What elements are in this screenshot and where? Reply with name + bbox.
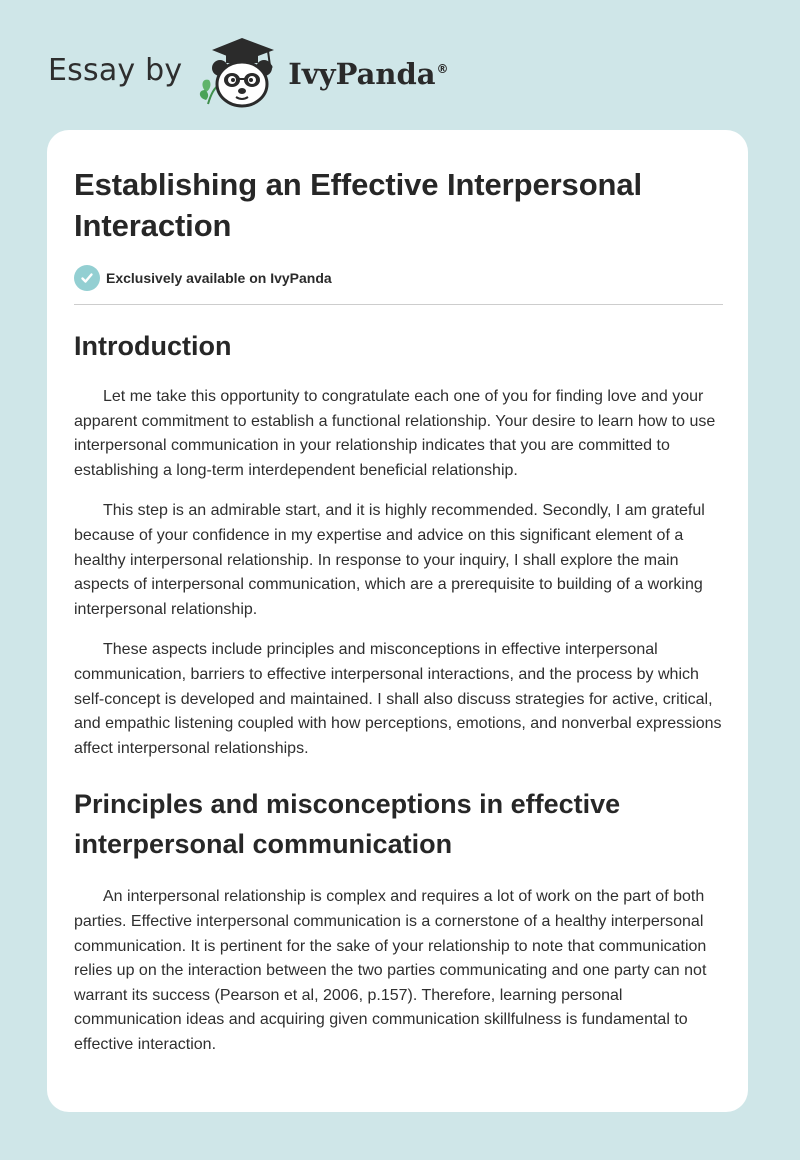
badge-text: Exclusively available on IvyPanda [106, 270, 332, 286]
check-icon [74, 265, 100, 291]
paragraph: Let me take this opportunity to congratulate each one of you for finding love and your apparent commitment to establish a functional relationship. Your desire to learn how to use interpersonal communication in your relationship indicates that you are committed to establishing a long-term interdependent beneficial relationship. [74, 388, 716, 479]
brand-name[interactable]: IvyPanda® [288, 57, 449, 91]
essay-card [47, 130, 748, 1112]
essay-title: Establishing an Effective Interpersonal Interaction [74, 167, 643, 243]
exclusive-badge [74, 264, 722, 292]
site-header [48, 34, 449, 110]
section-heading-principles: Principles and misconceptions in effective interpersonal communication [74, 789, 621, 860]
divider [74, 304, 723, 305]
paragraph: An interpersonal relationship is complex and requires a lot of work on the part of both parties. Effective interpersonal communication is a cornerstone of a healthy interpersonal communication. It is pertinent for the sake of your relationship to note that communication relies up on the interaction between the two parties communicating and one party can not warrant its success (Pearson et al, 2006, p.157). Therefore, learning personal communication ideas and acquiring given communication skillfulness is fundamental to effective interaction. [74, 888, 707, 1053]
ivypanda-logo-icon[interactable] [192, 34, 284, 110]
registered-mark: ® [436, 62, 449, 77]
section-heading-introduction: Introduction [74, 331, 232, 361]
paragraph: These aspects include principles and misconceptions in effective interpersonal communication, barriers to effective interpersonal interactions, and the process by which self-concept is developed and maintained. I shall also discuss strategies for active, critical, and empathic listening coupled with how perceptions, emotions, and nonverbal expressions affect interpersonal relationships. [74, 641, 722, 757]
paragraph: This step is an admirable start, and it is highly recommended. Secondly, I am grateful because of your confidence in my expertise and advice on this significant element of a healthy interpersonal relationship. In response to your inquiry, I shall explore the main aspects of interpersonal communication, which are a prerequisite to building of a working interpersonal relationship. [74, 502, 705, 618]
essay-by-label: Essay by [48, 52, 183, 88]
